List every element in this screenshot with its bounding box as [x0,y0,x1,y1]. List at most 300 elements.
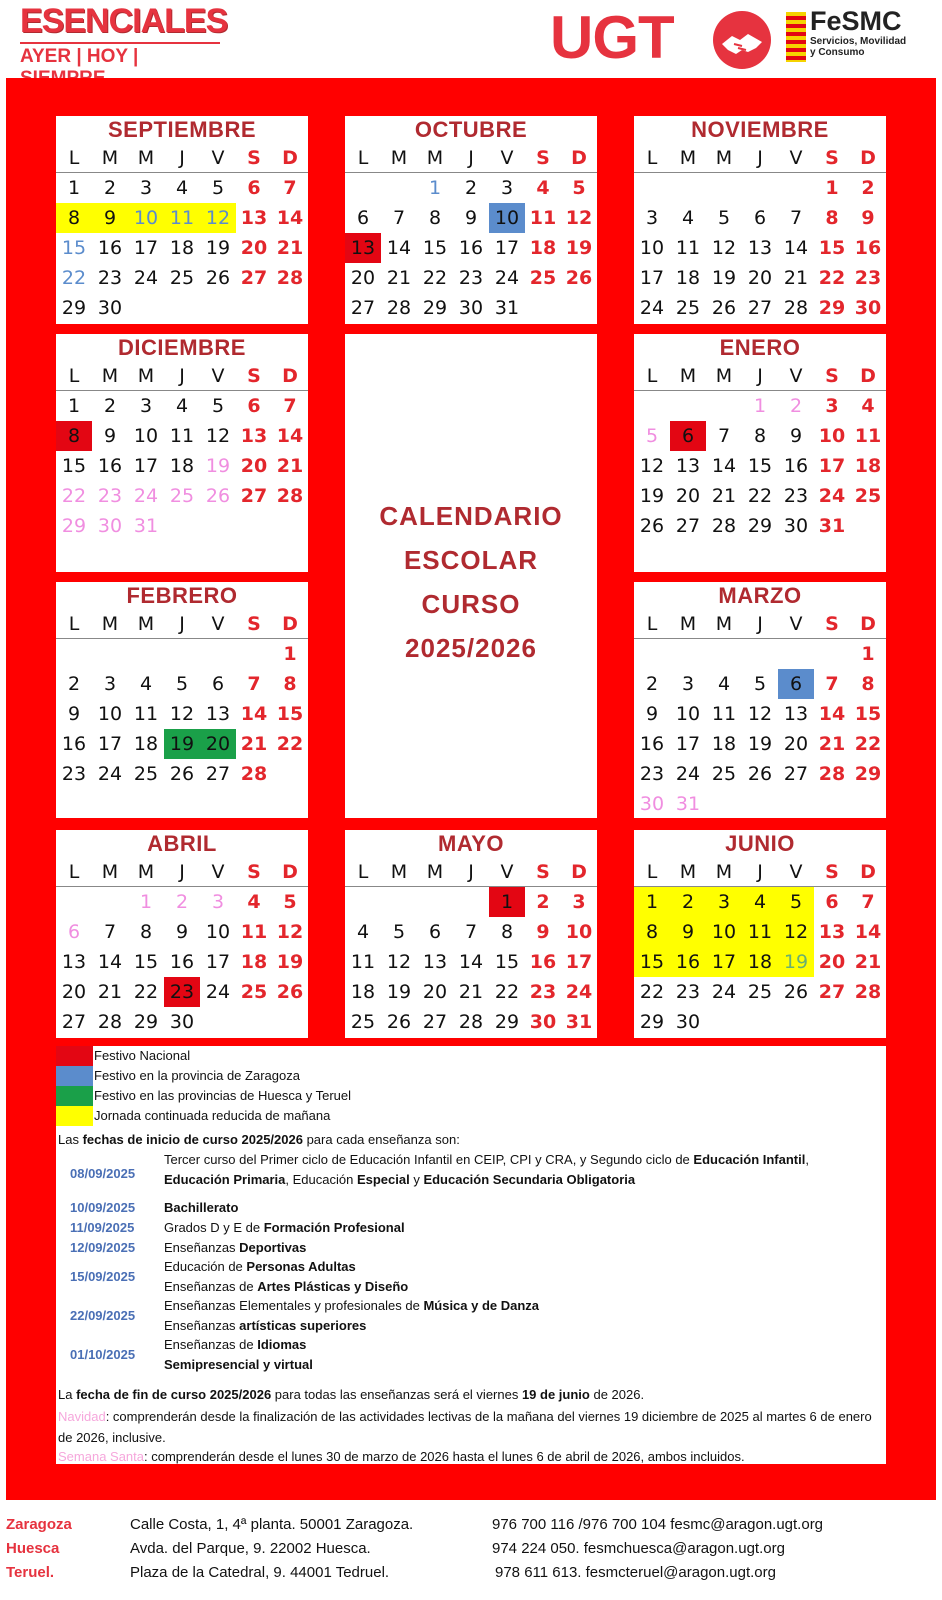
day-cell: 29 [133,1011,159,1033]
day-cell: 15 [276,703,304,725]
navidad-text: : comprenderán desde la finalización de las actividades lectivas de la mañana del viernes 19 diciembre de 2025 al martes 6 de enero de 2026, inclusive. [58,1409,872,1445]
day-cell: 4 [861,395,875,417]
weekday-header: D [850,608,886,639]
day-cell: 13 [422,951,448,973]
day-cell: 20 [61,981,87,1003]
day-cell: 17 [818,455,846,477]
weekday-header: D [561,856,597,887]
day-cell: 15 [133,951,159,973]
start-desc [164,1150,809,1190]
empty-cell [742,173,778,203]
day-cell: 15 [854,703,882,725]
month-marzo [634,582,886,818]
month-grid [634,856,886,1037]
footer-address: Calle Costa, 1, 4ª planta. 50001 Zaragoza. [130,1516,414,1533]
weekday-header: J [164,360,200,391]
day-cell: 14 [818,703,846,725]
day-cell: 11 [742,917,778,947]
desc-text: , [805,1152,809,1167]
day-cell: 12 [169,703,195,725]
weekday-header: S [236,142,272,173]
weekday-header: S [236,608,272,639]
day-cell: 19 [386,981,412,1003]
day-cell: 19 [276,951,304,973]
day-cell: 23 [529,981,557,1003]
weekday-header: M [417,142,453,173]
day-cell: 6 [428,921,442,943]
day-cell: 10 [489,203,525,233]
day-cell: 25 [675,297,701,319]
weekday-header: L [56,360,92,391]
day-cell: 28 [240,763,268,785]
start-date: 08/09/2025 [70,1166,136,1181]
weekday-header: S [525,856,561,887]
weekday-header: J [742,360,778,391]
day-cell: 10 [128,203,164,233]
day-cell: 24 [133,485,159,507]
day-cell: 3 [706,887,742,917]
day-cell: 21 [458,981,484,1003]
day-cell: 16 [854,237,882,259]
start-desc [164,1296,539,1336]
day-cell: 19 [639,485,665,507]
empty-cell [706,639,742,669]
desc-bold: Educación Secundaria Obligatoria [423,1172,636,1187]
footer-city: Huesca [6,1540,60,1557]
desc-text: Enseñanzas Elementales y profesionales de [164,1298,424,1313]
weekday-header: M [92,856,128,887]
day-cell: 27 [240,267,268,289]
desc-bold: Artes Plásticas y Diseño [257,1279,409,1294]
weekday-header: V [778,856,814,887]
day-cell: 26 [711,297,737,319]
day-cell: 15 [422,237,448,259]
info-section [56,1046,886,1464]
day-cell: 9 [464,207,478,229]
day-cell: 13 [240,425,268,447]
day-cell: 24 [711,981,737,1003]
day-cell: 5 [283,891,297,913]
legend-item-zaragoza [56,1066,456,1086]
day-cell: 8 [634,917,670,947]
empty-cell [634,173,670,203]
weekday-header: V [489,856,525,887]
day-cell: 9 [67,703,81,725]
day-cell: 6 [753,207,767,229]
ugt-logo-text: UGT [550,4,674,71]
day-cell: 11 [529,207,557,229]
day-cell: 15 [818,237,846,259]
day-cell: 2 [861,177,875,199]
day-cell: 9 [670,917,706,947]
month-title: DICIEMBRE [118,335,246,360]
day-cell: 3 [211,891,225,913]
empty-cell [236,639,272,669]
semana-santa-note [58,1446,884,1467]
day-cell: 24 [818,485,846,507]
footer-contact: 974 224 050. fesmchuesca@aragon.ugt.org [492,1540,785,1557]
day-cell: 21 [854,951,882,973]
desc-text: Enseñanzas [164,1318,240,1333]
day-cell: 12 [778,917,814,947]
day-cell: 20 [818,951,846,973]
desc-bold: Educación Primaria [164,1172,286,1187]
weekday-header: M [706,856,742,887]
day-cell: 18 [675,267,701,289]
day-cell: 27 [422,1011,448,1033]
day-cell: 30 [783,515,809,537]
day-cell: 8 [825,207,839,229]
empty-cell [670,639,706,669]
day-cell: 7 [789,207,803,229]
semana-santa-text: : comprenderán desde el lunes 30 de marzo de 2026 hasta el lunes 6 de abril de 2026, ambos incluidos. [144,1449,745,1464]
day-cell: 16 [639,733,665,755]
day-cell: 23 [458,267,484,289]
day-cell: 5 [717,207,731,229]
empty-cell [345,173,381,203]
day-cell: 4 [717,673,731,695]
day-cell: 16 [169,951,195,973]
day-cell: 13 [675,455,701,477]
desc-text: Enseñanzas [164,1240,240,1255]
day-cell: 6 [67,921,81,943]
month-diciembre [56,334,308,572]
day-cell: 5 [645,425,659,447]
day-cell: 6 [670,421,706,451]
desc-text: Enseñanzas de [164,1279,258,1294]
day-cell: 7 [717,425,731,447]
weekday-header: L [634,856,670,887]
title-line-3: CURSO [421,589,521,619]
day-cell: 3 [139,177,153,199]
note-bold: fecha de fin de curso 2025/2026 [76,1387,272,1402]
day-cell: 8 [283,673,297,695]
day-cell: 2 [789,395,803,417]
day-cell: 19 [778,947,814,977]
day-cell: 15 [494,951,520,973]
day-cell: 8 [500,921,514,943]
day-cell: 8 [56,421,92,451]
weekday-header: D [272,608,308,639]
navidad-note [58,1406,884,1448]
day-cell: 13 [818,921,846,943]
note-text: para todas las enseñanzas será el viernes [271,1387,522,1402]
day-cell: 29 [494,1011,520,1033]
brand-bottom-text: AYER | HOY | [20,42,220,90]
month-grid [634,608,886,819]
desc-text: Enseñanzas de [164,1337,258,1352]
day-cell: 25 [711,763,737,785]
empty-cell [742,639,778,669]
day-cell: 24 [205,981,231,1003]
empty-cell [128,639,164,669]
legend-label: Festivo en las provincias de Huesca y Teruel [94,1088,351,1103]
intro-bold: fechas de inicio de curso 2025/2026 [82,1132,303,1147]
weekday-header: J [742,608,778,639]
weekday-header: M [706,608,742,639]
day-cell: 1 [67,395,81,417]
day-cell: 15 [747,455,773,477]
empty-cell [381,173,417,203]
fesmc-logo [810,6,940,58]
day-cell: 21 [240,733,268,755]
day-cell: 2 [670,887,706,917]
month-enero [634,334,886,572]
day-cell: 30 [675,1011,701,1033]
start-date: 15/09/2025 [70,1269,136,1284]
day-cell: 11 [240,921,268,943]
day-cell: 16 [61,733,87,755]
day-cell: 12 [565,207,593,229]
legend-item-jornada [56,1106,456,1126]
day-cell: 12 [205,425,231,447]
day-cell: 29 [854,763,882,785]
aragon-flag-icon [786,12,806,62]
end-of-course-note [58,1384,884,1405]
day-cell: 18 [169,455,195,477]
day-cell: 30 [639,793,665,815]
day-cell: 25 [169,485,195,507]
desc-bold: Personas Adultas [246,1259,356,1274]
desc-text: y [409,1172,424,1187]
day-cell: 25 [747,981,773,1003]
desc-bold: Deportivas [239,1240,307,1255]
day-cell: 27 [240,485,268,507]
day-cell: 17 [133,455,159,477]
weekday-header: V [778,142,814,173]
empty-cell [200,639,236,669]
day-cell: 7 [283,395,297,417]
day-cell: 1 [283,643,297,665]
title-line-2: ESCOLAR [403,545,539,575]
weekday-header: L [345,142,381,173]
empty-cell [92,887,128,917]
empty-cell [381,887,417,917]
day-cell: 2 [175,891,189,913]
day-cell: 29 [61,515,87,537]
day-cell: 31 [494,297,520,319]
day-cell: 10 [565,921,593,943]
weekday-header: M [670,142,706,173]
footer-contact: 978 611 613. fesmcteruel@aragon.ugt.org [495,1564,776,1581]
day-cell: 2 [464,177,478,199]
day-cell: 4 [742,887,778,917]
day-cell: 17 [639,267,665,289]
fesmc-subtitle-1: Servicios, Movilidad [810,36,907,47]
weekday-header: M [670,360,706,391]
empty-cell [453,887,489,917]
note-text: La [58,1387,77,1402]
day-cell: 29 [747,515,773,537]
day-cell: 12 [639,455,665,477]
month-title: JUNIO [725,831,795,856]
weekday-header: M [92,142,128,173]
legend-item-nacional [56,1046,456,1066]
navidad-label: Navidad [58,1409,106,1424]
day-cell: 21 [818,733,846,755]
day-cell: 26 [565,267,593,289]
day-cell: 16 [783,455,809,477]
day-cell: 9 [92,203,128,233]
day-cell: 22 [276,733,304,755]
day-cell: 27 [205,763,231,785]
month-title: ENERO [719,335,801,360]
empty-cell [670,391,706,421]
day-cell: 8 [139,921,153,943]
weekday-header: M [417,856,453,887]
day-cell: 14 [458,951,484,973]
day-cell: 4 [139,673,153,695]
empty-cell [92,639,128,669]
weekday-header: M [128,856,164,887]
weekday-header: J [164,142,200,173]
desc-bold: Educación Infantil [693,1152,806,1167]
weekday-header: L [634,142,670,173]
day-cell: 24 [97,763,123,785]
day-cell: 23 [97,267,123,289]
day-cell: 30 [169,1011,195,1033]
day-cell: 1 [861,643,875,665]
day-cell: 14 [240,703,268,725]
day-cell: 2 [67,673,81,695]
day-cell: 23 [854,267,882,289]
month-grid [56,856,308,1037]
day-cell: 22 [747,485,773,507]
day-cell: 14 [386,237,412,259]
day-cell: 30 [97,515,123,537]
day-cell: 22 [61,267,87,289]
legend-label: Jornada continuada reducida de mañana [94,1108,331,1123]
month-title: NOVIEMBRE [691,117,829,142]
day-cell: 4 [175,177,189,199]
weekday-header: M [706,360,742,391]
weekday-header: J [453,856,489,887]
day-cell: 9 [536,921,550,943]
day-cell: 1 [139,891,153,913]
day-cell: 22 [854,733,882,755]
day-cell: 30 [97,297,123,319]
weekday-header: S [236,856,272,887]
footer-city: Zaragoza [6,1516,72,1533]
day-cell: 4 [536,177,550,199]
day-cell: 25 [350,1011,376,1033]
day-cell: 18 [854,455,882,477]
empty-cell [778,639,814,669]
empty-cell [345,887,381,917]
start-desc [164,1238,306,1258]
day-cell: 10 [205,921,231,943]
day-cell: 8 [861,673,875,695]
day-cell: 20 [200,729,236,759]
day-cell: 29 [61,297,87,319]
weekday-header: D [850,142,886,173]
day-cell: 4 [175,395,189,417]
day-cell: 14 [783,237,809,259]
day-cell: 18 [133,733,159,755]
weekday-header: D [272,142,308,173]
empty-cell [670,173,706,203]
day-cell: 19 [565,237,593,259]
day-cell: 23 [61,763,87,785]
weekday-header: V [200,360,236,391]
day-cell: 1 [428,177,442,199]
note-text: de 2026. [589,1387,645,1402]
desc-bold: Formación Profesional [263,1220,405,1235]
weekday-header: M [670,856,706,887]
day-cell: 18 [711,733,737,755]
intro-text: Las [58,1132,83,1147]
day-cell: 4 [356,921,370,943]
weekday-header: L [56,856,92,887]
day-cell: 9 [103,425,117,447]
day-cell: 28 [854,981,882,1003]
month-mayo [345,830,597,1038]
day-cell: 25 [240,981,268,1003]
calendar-title [345,494,597,670]
day-cell: 19 [164,729,200,759]
footer-address: Avda. del Parque, 9. 22002 Huesca. [130,1540,371,1557]
weekday-header: J [742,856,778,887]
day-cell: 10 [675,703,701,725]
day-cell: 24 [133,267,159,289]
title-line-4: 2025/2026 [405,633,537,663]
day-cell: 19 [205,237,231,259]
day-cell: 8 [428,207,442,229]
day-cell: 15 [61,455,87,477]
day-cell: 21 [276,237,304,259]
month-grid [56,142,308,323]
intro-text: para cada enseñanza son: [302,1132,460,1147]
weekday-header: S [814,360,850,391]
weekday-header: S [236,360,272,391]
month-title: MAYO [438,831,504,856]
day-cell: 20 [240,237,268,259]
day-cell: 2 [103,177,117,199]
day-cell: 26 [783,981,809,1003]
start-date: 22/09/2025 [70,1308,136,1323]
day-cell: 28 [386,297,412,319]
day-cell: 12 [711,237,737,259]
day-cell: 31 [133,515,159,537]
day-cell: 11 [675,237,701,259]
day-cell: 11 [350,951,376,973]
fesmc-subtitle-2: y Consumo [810,47,865,58]
semana-santa-label: Semana Santa [58,1449,145,1464]
day-cell: 13 [783,703,809,725]
day-cell: 23 [639,763,665,785]
day-cell: 28 [276,485,304,507]
day-cell: 14 [711,455,737,477]
day-cell: 24 [494,267,520,289]
day-cell: 27 [783,763,809,785]
day-cell: 17 [494,237,520,259]
day-cell: 28 [818,763,846,785]
day-cell: 6 [356,207,370,229]
weekday-header: J [164,856,200,887]
start-desc [164,1257,408,1297]
day-cell: 8 [753,425,767,447]
day-cell: 26 [205,485,231,507]
weekday-header: M [670,608,706,639]
day-cell: 26 [205,267,231,289]
day-cell: 10 [706,917,742,947]
month-title: FEBRERO [126,583,238,608]
weekday-header: D [272,856,308,887]
day-cell: 7 [103,921,117,943]
day-cell: 29 [422,297,448,319]
day-cell: 14 [276,207,304,229]
day-cell: 11 [164,203,200,233]
